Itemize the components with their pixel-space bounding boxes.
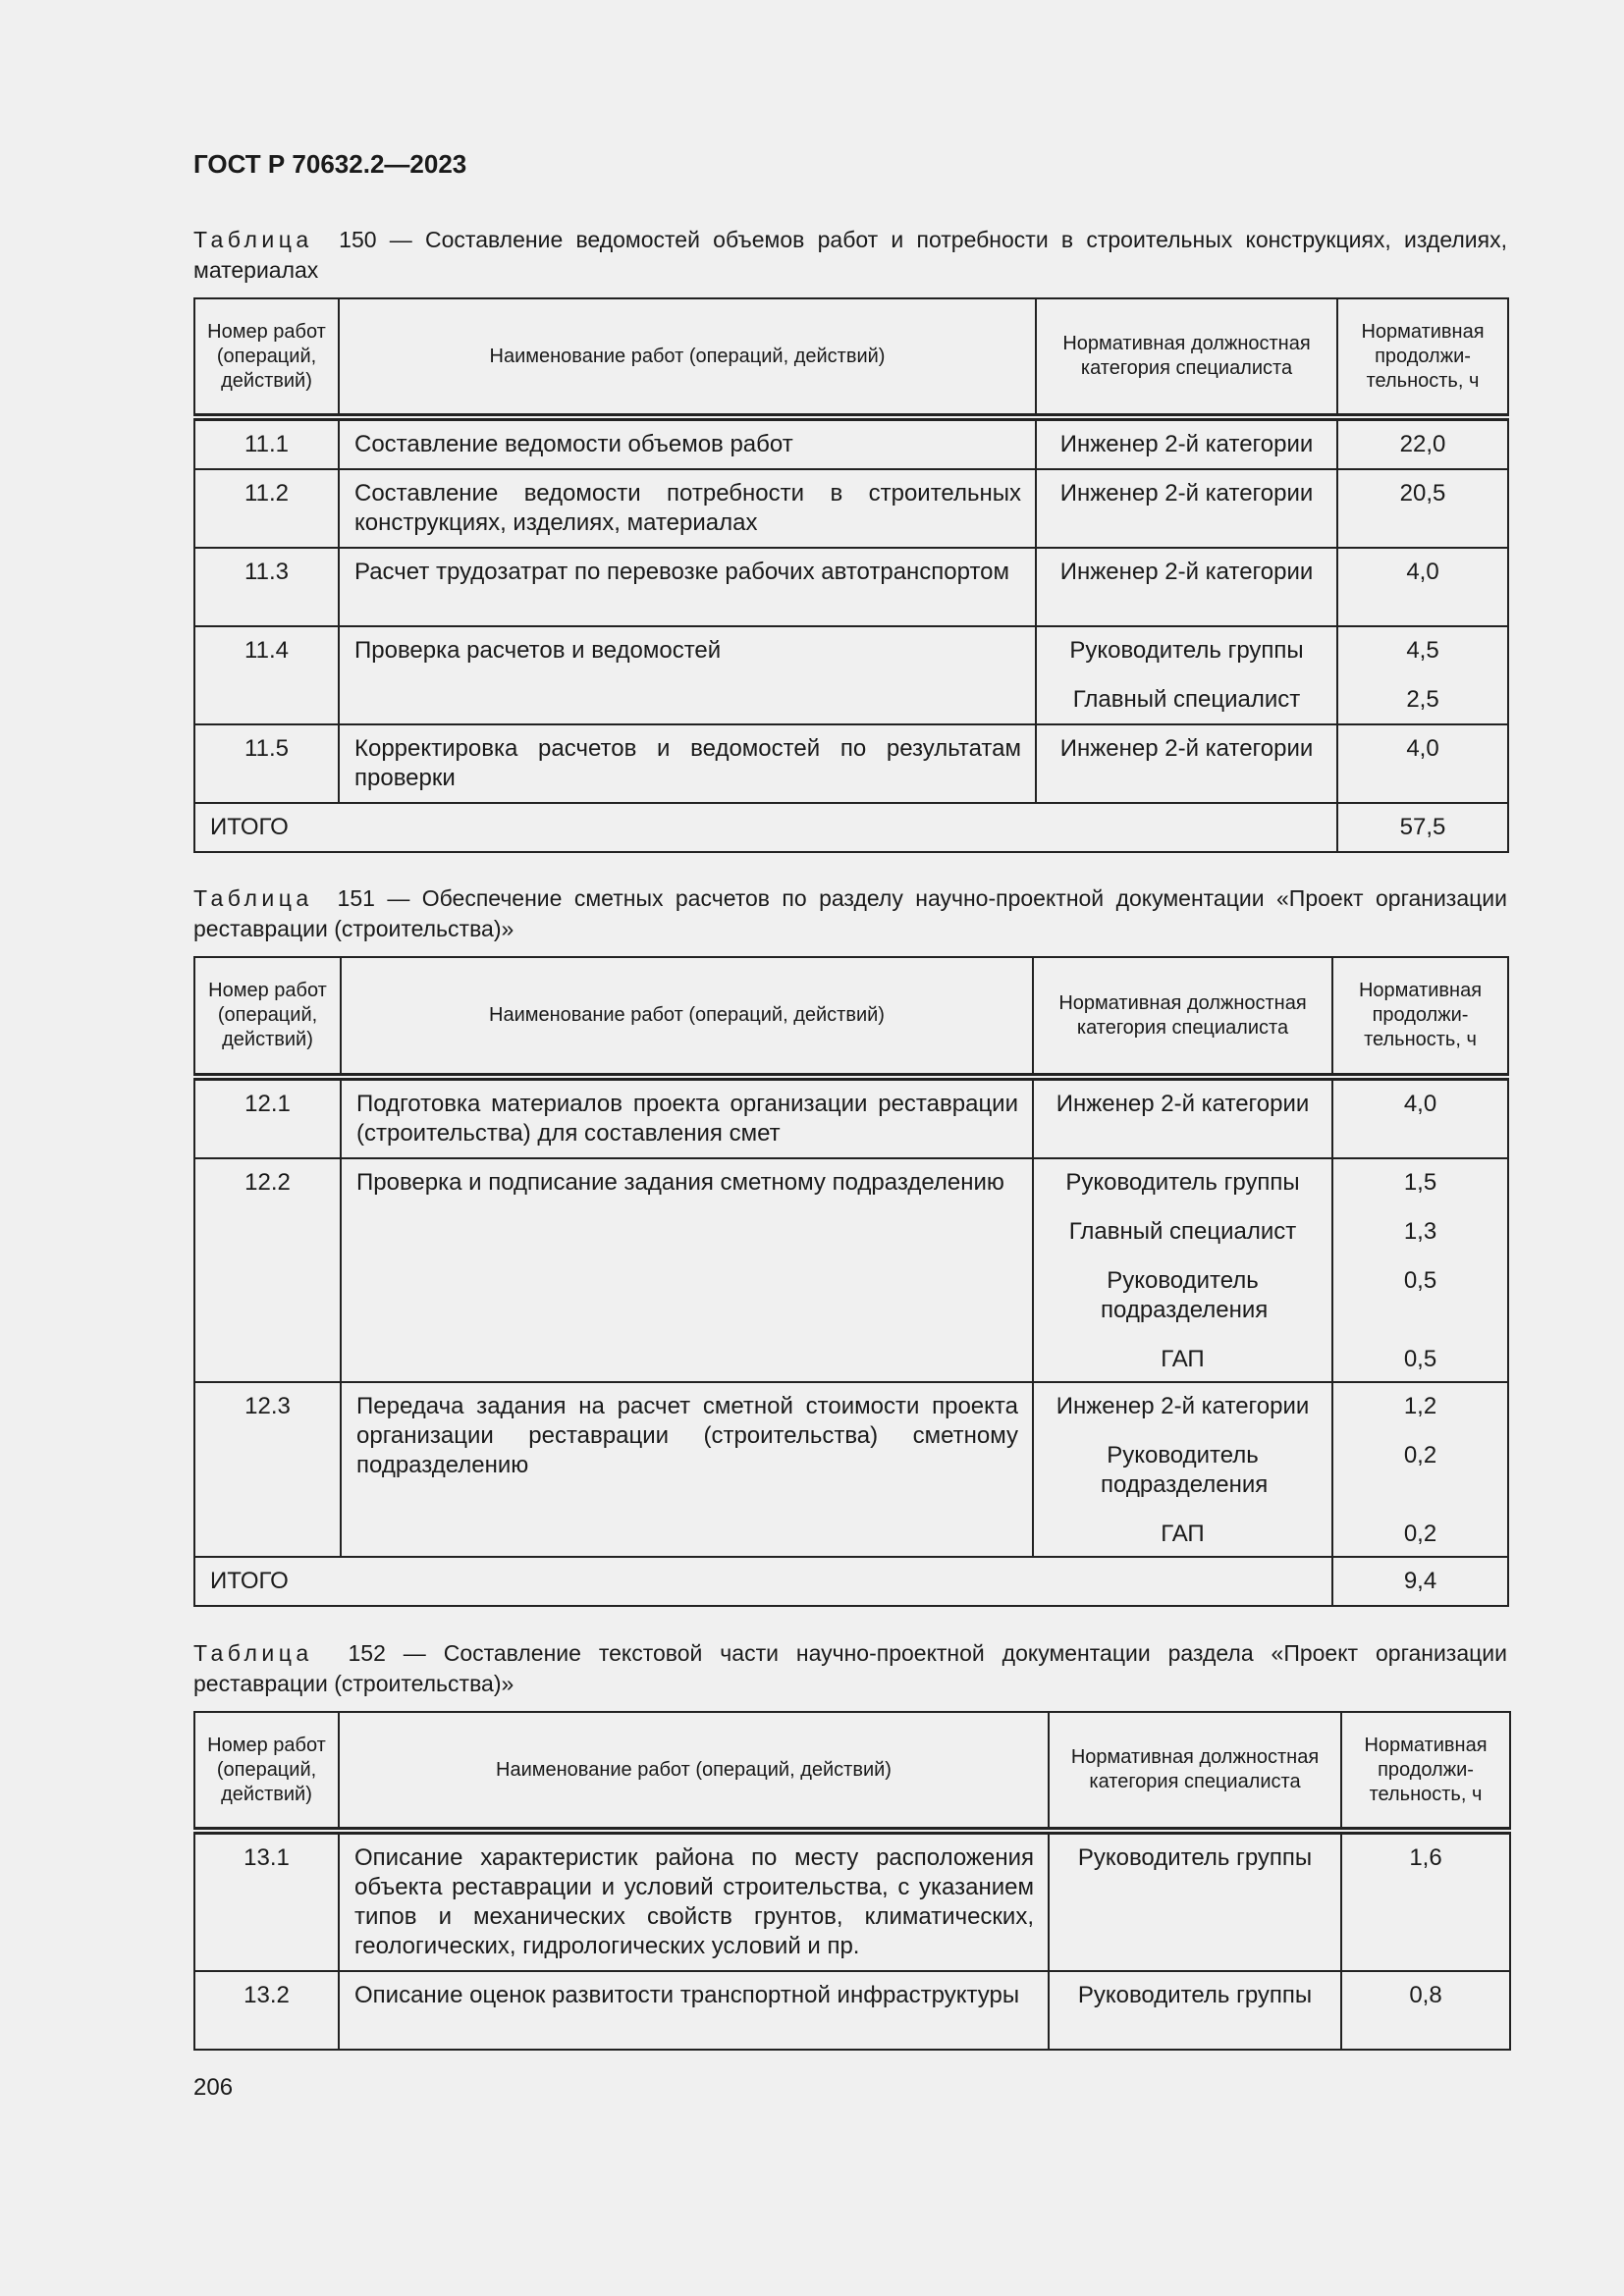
row-name: Передача задания на расчет сметной стоимости проекта организации реставрации (строительства) сметному подразделению xyxy=(341,1382,1033,1557)
table-row xyxy=(194,417,1508,469)
caption-text: 151 — Обеспечение сметных расчетов по разделу научно-проектной документации «Проект организации реставрации (строительства)» xyxy=(193,885,1507,941)
table-row xyxy=(194,469,1508,548)
col-header-name: Наименование работ (операций, действий) xyxy=(339,1712,1049,1831)
caption-text: 150 — Составление ведомостей объемов работ и потребности в строительных конструкциях, изделиях, материалах xyxy=(193,227,1507,283)
col-header-duration: Нормативная продолжи-тельность, ч xyxy=(1341,1712,1510,1831)
row-number: 11.1 xyxy=(194,417,339,469)
row-name: Корректировка расчетов и ведомостей по результатам проверки xyxy=(339,724,1036,803)
row-number: 12.1 xyxy=(194,1077,341,1158)
row-category: Руководитель группы xyxy=(1049,1831,1341,1971)
row-duration: 20,5 xyxy=(1337,469,1508,548)
row-number: 13.2 xyxy=(194,1971,339,2050)
row-name: Проверка и подписание задания сметному подразделению xyxy=(341,1158,1033,1382)
table-row xyxy=(194,1831,1510,1971)
row-name: Проверка расчетов и ведомостей xyxy=(339,626,1036,724)
row-number: 11.2 xyxy=(194,469,339,548)
table-row xyxy=(194,1158,1508,1382)
row-duration: 4,0 xyxy=(1337,724,1508,803)
row-duration: 1,6 xyxy=(1341,1831,1510,1971)
caption-text: 152 — Составление текстовой части научно-проектной документации раздела «Проект организации реставрации (строительства)» xyxy=(193,1640,1508,1696)
col-header-num: Номер работ (операций, действий) xyxy=(194,298,339,417)
row-category: Инженер 2-й категории Руководитель подразделения ГАП xyxy=(1033,1382,1332,1557)
col-header-duration: Нормативная продолжи-тельность, ч xyxy=(1332,957,1508,1077)
row-category: Руководитель группы Главный специалист Руководитель подразделения ГАП xyxy=(1033,1158,1332,1382)
row-duration: 4,0 xyxy=(1332,1077,1508,1158)
total-row xyxy=(194,1557,1508,1606)
total-row xyxy=(194,803,1508,852)
page-number: 206 xyxy=(193,2074,234,2101)
row-category: Инженер 2-й категории xyxy=(1036,548,1337,626)
total-value: 9,4 xyxy=(1332,1557,1508,1606)
row-duration: 4,5 2,5 xyxy=(1337,626,1508,724)
col-header-category: Нормативная должностная категория специалиста xyxy=(1049,1712,1341,1831)
row-number: 12.2 xyxy=(194,1158,341,1382)
table-150 xyxy=(193,297,1509,853)
table-152 xyxy=(193,1711,1511,2051)
row-duration: 1,5 1,3 0,5 0,5 xyxy=(1332,1158,1508,1382)
row-category: Инженер 2-й категории xyxy=(1033,1077,1332,1158)
row-category: Инженер 2-й категории xyxy=(1036,417,1337,469)
row-category: Руководитель группы xyxy=(1049,1971,1341,2050)
col-header-category: Нормативная должностная категория специалиста xyxy=(1033,957,1332,1077)
row-number: 12.3 xyxy=(194,1382,341,1557)
col-header-name: Наименование работ (операций, действий) xyxy=(339,298,1036,417)
row-number: 13.1 xyxy=(194,1831,339,1971)
row-duration: 4,0 xyxy=(1337,548,1508,626)
total-value: 57,5 xyxy=(1337,803,1508,852)
row-name: Описание оценок развитости транспортной инфраструктуры xyxy=(339,1971,1049,2050)
document-header: ГОСТ Р 70632.2—2023 xyxy=(193,149,467,179)
total-label: ИТОГО xyxy=(194,803,1337,852)
table-151 xyxy=(193,956,1509,1607)
row-category: Руководитель группы Главный специалист xyxy=(1036,626,1337,724)
row-category: Инженер 2-й категории xyxy=(1036,724,1337,803)
table-151-caption xyxy=(193,883,1507,944)
table-152-caption xyxy=(193,1638,1507,1699)
total-label: ИТОГО xyxy=(194,1557,1332,1606)
row-duration: 1,2 0,2 0,2 xyxy=(1332,1382,1508,1557)
caption-word: Таблица xyxy=(193,1640,313,1666)
col-header-duration: Нормативная продолжи-тельность, ч xyxy=(1337,298,1508,417)
row-duration: 0,8 xyxy=(1341,1971,1510,2050)
table-row xyxy=(194,1971,1510,2050)
col-header-name: Наименование работ (операций, действий) xyxy=(341,957,1033,1077)
row-number: 11.5 xyxy=(194,724,339,803)
row-number: 11.4 xyxy=(194,626,339,724)
table-row xyxy=(194,1077,1508,1158)
table-row xyxy=(194,724,1508,803)
col-header-category: Нормативная должностная категория специалиста xyxy=(1036,298,1337,417)
row-name: Составление ведомости объемов работ xyxy=(339,417,1036,469)
table-row xyxy=(194,626,1508,724)
caption-word: Таблица xyxy=(193,885,313,911)
row-name: Подготовка материалов проекта организации реставрации (строительства) для составления смет xyxy=(341,1077,1033,1158)
row-duration: 22,0 xyxy=(1337,417,1508,469)
row-name: Расчет трудозатрат по перевозке рабочих автотранспортом xyxy=(339,548,1036,626)
table-row xyxy=(194,1382,1508,1557)
row-name: Описание характеристик района по месту расположения объекта реставрации и условий строительства, с указанием типов и механических свойств грунтов, климатических, геологических, гидрологических условий и пр. xyxy=(339,1831,1049,1971)
col-header-num: Номер работ (операций, действий) xyxy=(194,1712,339,1831)
caption-word: Таблица xyxy=(193,227,313,252)
row-number: 11.3 xyxy=(194,548,339,626)
table-row xyxy=(194,548,1508,626)
col-header-num: Номер работ (операций, действий) xyxy=(194,957,341,1077)
row-category: Инженер 2-й категории xyxy=(1036,469,1337,548)
row-name: Составление ведомости потребности в строительных конструкциях, изделиях, материалах xyxy=(339,469,1036,548)
table-150-caption xyxy=(193,225,1507,286)
